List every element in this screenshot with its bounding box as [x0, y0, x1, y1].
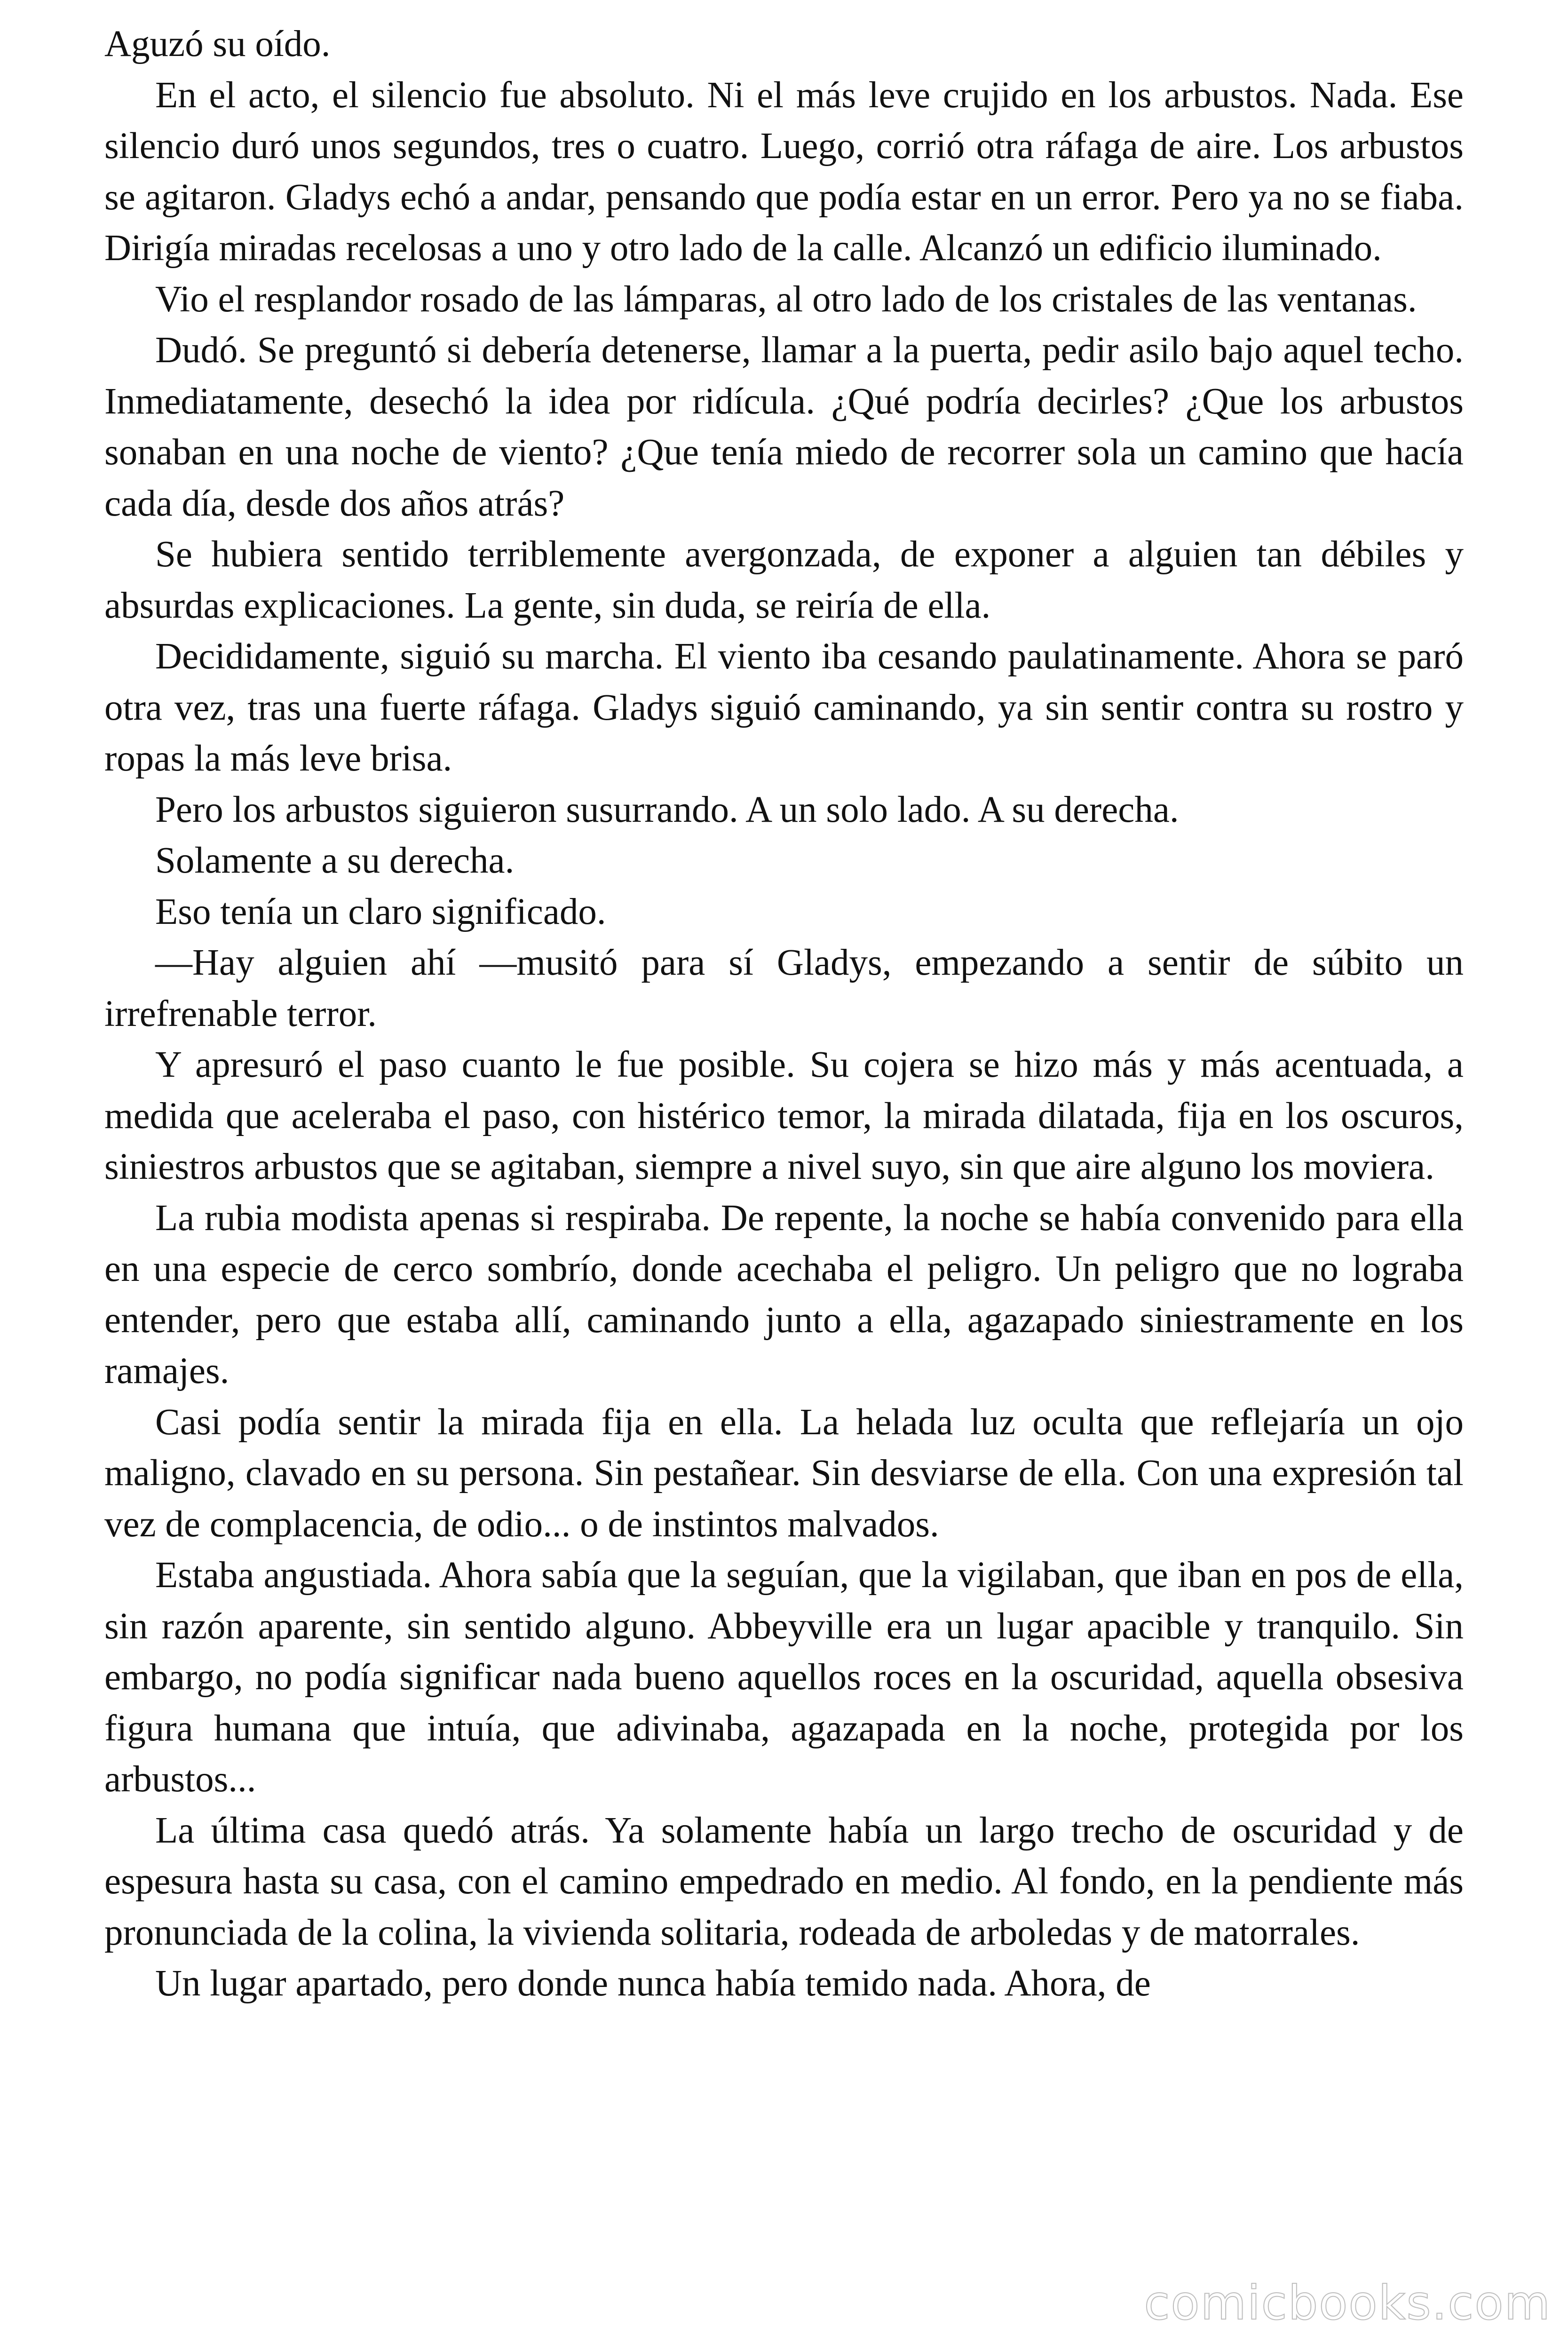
paragraph-11: Y apresuró el paso cuanto le fue posible. Su cojera se hizo más y más acentuada, a medida que aceleraba el paso, con histérico temor, la mirada dilatada, fija en los oscuros, siniestros arbustos que se agitaban, siempre a nivel suyo, sin que aire alguno los moviera. [104, 1044, 1464, 1187]
watermark: comicbooks.com [1144, 2275, 1551, 2330]
paragraph-1: Aguzó su oído. [104, 24, 331, 64]
paragraph-14: Estaba angustiada. Ahora sabía que la seguían, que la vigilaban, que iban en pos de ella, sin razón aparente, sin sentido alguno. Abbeyville era un lugar apacible y tranquilo. Sin embargo, no podía significar nada bueno aquellos roces en la oscuridad, aquella obsesiva figura humana que intuía, que adivinaba, agazapada en la noche, protegida por los arbustos... [104, 1555, 1464, 1800]
paragraph-4: Dudó. Se preguntó si debería detenerse, llamar a la puerta, pedir asilo bajo aquel techo. Inmediatamente, desechó la idea por ridícula. ¿Qué podría decirles? ¿Que los arbustos sonaban en una noche de viento? ¿Que tenía miedo de recorrer sola un camino que hacía cada día, desde dos años atrás? [104, 330, 1464, 524]
paragraph-13: Casi podía sentir la mirada fija en ella. La helada luz oculta que reflejaría un ojo maligno, clavado en su persona. Sin pestañear. Sin desviarse de ella. Con una expresión tal vez de complacencia, de odio... o de instintos malvados. [104, 1401, 1464, 1545]
paragraph-9: Eso tenía un claro significado. [155, 891, 606, 932]
paragraph-3: Vio el resplandor rosado de las lámparas, al otro lado de los cristales de las ventanas. [155, 278, 1417, 320]
page-body [104, 19, 1464, 2010]
paragraph-15: La última casa quedó atrás. Ya solamente había un largo trecho de oscuridad y de espesura hasta su casa, con el camino empedrado en medio. Al fondo, en la pendiente más pronunciada de la colina, la vivienda solitaria, rodeada de arboledas y de matorrales. [104, 1810, 1464, 1953]
paragraph-12: La rubia modista apenas si respiraba. De repente, la noche se había convenido para ella en una especie de cerco sombrío, donde acechaba el peligro. Un peligro que no lograba entender, pero que estaba allí, caminando junto a ella, agazapado siniestramente en los ramajes. [104, 1197, 1464, 1391]
paragraph-7: Pero los arbustos siguieron susurrando. A un solo lado. A su derecha. [155, 789, 1179, 830]
paragraph-5: Se hubiera sentido terriblemente avergonzada, de exponer a alguien tan débiles y absurdas explicaciones. La gente, sin duda, se reiría de ella. [104, 534, 1464, 626]
paragraph-10: —Hay alguien ahí —musitó para sí Gladys, empezando a sentir de súbito un irrefrenable terror. [104, 942, 1464, 1034]
paragraph-6: Decididamente, siguió su marcha. El viento iba cesando paulatinamente. Ahora se paró otra vez, tras una fuerte ráfaga. Gladys siguió caminando, ya sin sentir contra su rostro y ropas la más leve brisa. [104, 636, 1464, 779]
paragraph-16: Un lugar apartado, pero donde nunca había temido nada. Ahora, de [155, 1963, 1151, 2004]
paragraph-2: En el acto, el silencio fue absoluto. Ni el más leve crujido en los arbustos. Nada. Ese silencio duró unos segundos, tres o cuatro. Luego, corrió otra ráfaga de aire. Los arbustos se agitaron. Gladys echó a andar, pensando que podía estar en un error. Pero ya no se fiaba. Dirigía miradas recelosas a uno y otro lado de la calle. Alcanzó un edificio iluminado. [104, 74, 1464, 269]
paragraph-8: Solamente a su derecha. [155, 840, 515, 881]
